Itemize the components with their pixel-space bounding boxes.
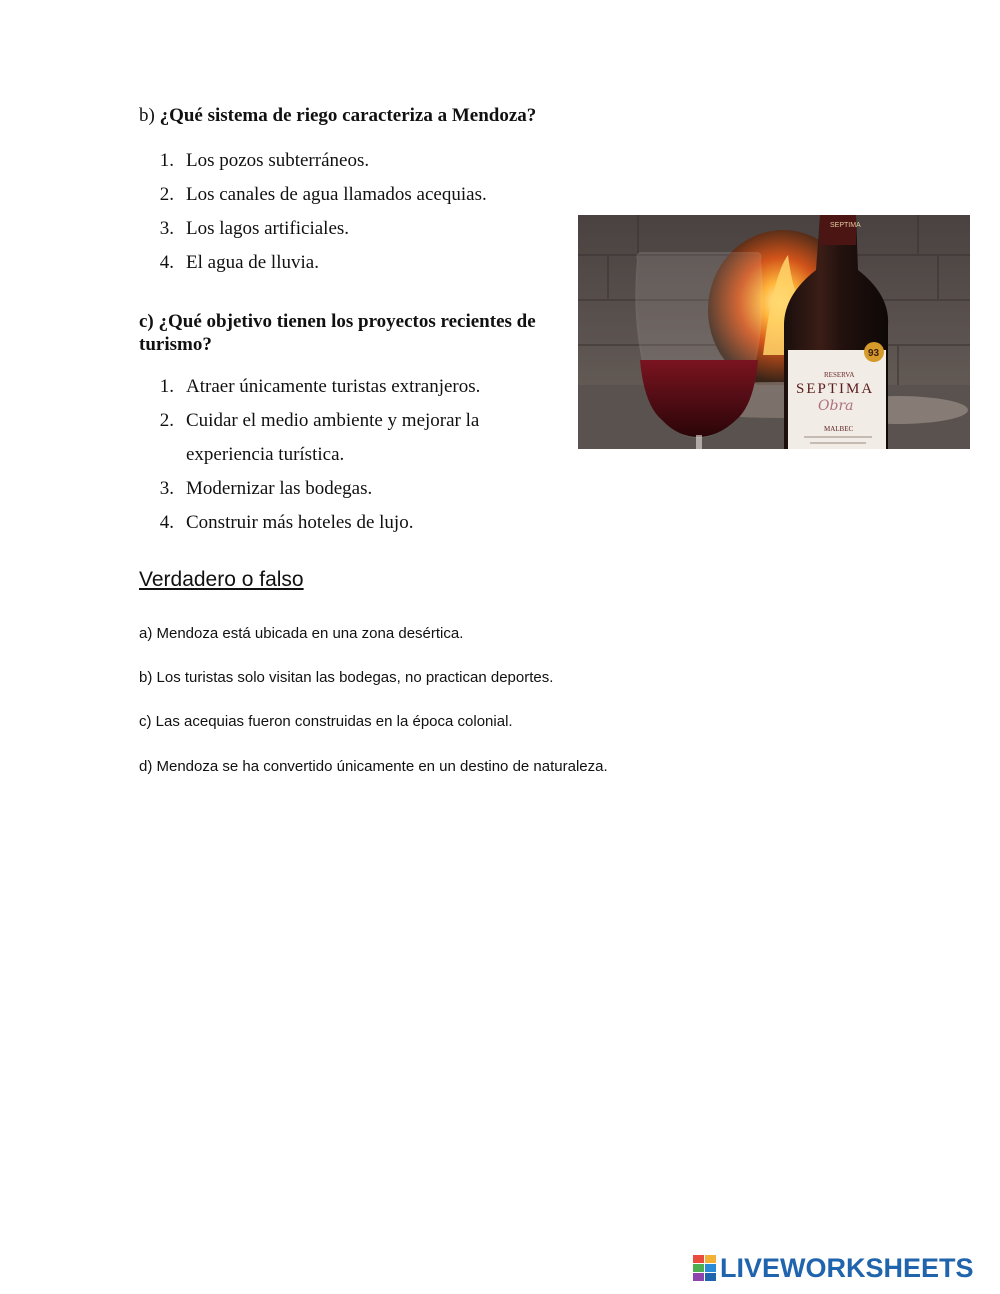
statement-d: d) Mendoza se ha convertido únicamente en un destino de naturaleza. bbox=[139, 758, 608, 775]
bottle-score: 93 bbox=[868, 348, 880, 359]
bottle-brand: SEPTIMA bbox=[796, 381, 875, 397]
question-b-option-2[interactable]: 2. Los canales de agua llamados acequias. bbox=[159, 184, 487, 205]
statement-a: a) Mendoza está ubicada en una zona desértica. bbox=[139, 625, 464, 642]
question-b-option-4[interactable]: 4. El agua de lluvia. bbox=[159, 252, 319, 273]
question-b-title bbox=[139, 104, 536, 127]
statement-c: c) Las acequias fueron construidas en la época colonial. bbox=[139, 713, 513, 730]
question-c-text-line2: turismo? bbox=[139, 334, 212, 355]
liveworksheets-wordmark: LIVEWORKSHEETS bbox=[720, 1252, 974, 1283]
wine-photo bbox=[578, 215, 970, 449]
liveworksheets-mark-icon bbox=[693, 1254, 717, 1282]
bottle-reserva: RESERVA bbox=[824, 371, 855, 379]
question-b-option-3[interactable]: 3. Los lagos artificiales. bbox=[159, 218, 350, 239]
liveworksheets-logo bbox=[693, 1254, 974, 1282]
question-c-option-4[interactable]: 4. Construir más hoteles de lujo. bbox=[159, 512, 414, 533]
question-b-option-1[interactable]: 1. Los pozos subterráneos. bbox=[159, 150, 370, 171]
section-heading: Verdadero o falso bbox=[139, 568, 304, 591]
bottle-sub: Obra bbox=[818, 398, 854, 414]
statement-b: b) Los turistas solo visitan las bodegas, no practican deportes. bbox=[139, 669, 554, 686]
question-c-option-3[interactable]: 3. Modernizar las bodegas. bbox=[159, 478, 373, 499]
question-b-text: ¿Qué sistema de riego caracteriza a Mendoza? bbox=[159, 105, 537, 126]
question-c-option-1[interactable]: 1. Atraer únicamente turistas extranjeros. bbox=[159, 376, 481, 397]
question-c-label: c) bbox=[139, 311, 154, 332]
question-b-label: b) bbox=[139, 105, 155, 126]
bottle-neck-label: SEPTIMA bbox=[830, 222, 861, 229]
question-c-title bbox=[139, 310, 536, 356]
bottle-variety: MALBEC bbox=[824, 425, 854, 433]
question-c-option-2[interactable]: 2. Cuidar el medio ambiente y mejorar la bbox=[159, 410, 480, 431]
question-c-option-2-continued: experiencia turística. bbox=[186, 444, 345, 465]
question-c-text-line1: ¿Qué objetivo tienen los proyectos recientes de bbox=[158, 311, 536, 332]
